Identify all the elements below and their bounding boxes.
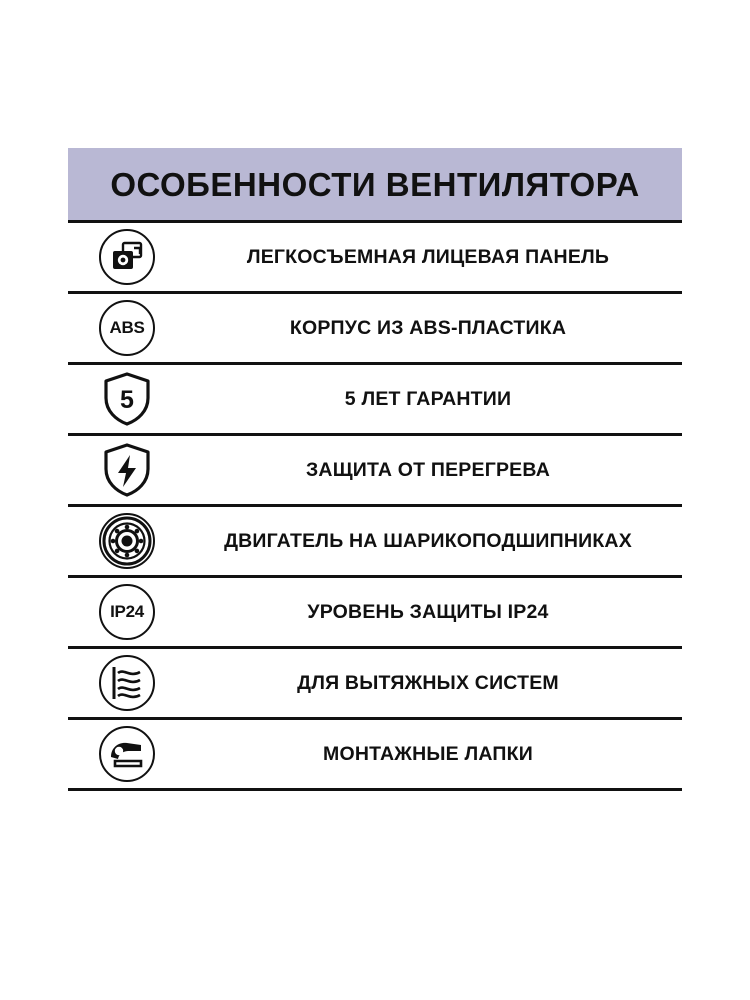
feature-icon-cell bbox=[68, 442, 186, 498]
list-item-label: 5 ЛЕТ ГАРАНТИИ bbox=[344, 387, 512, 410]
list-item bbox=[68, 436, 682, 507]
list-item-label: МОНТАЖНЫЕ ЛАПКИ bbox=[323, 742, 533, 765]
abs-plastic-icon bbox=[99, 300, 155, 356]
ip24-protection-icon-label: IP24 bbox=[110, 602, 144, 621]
panel-header bbox=[68, 148, 682, 220]
feature-label-cell bbox=[186, 247, 682, 267]
abs-plastic-icon-label: ABS bbox=[109, 318, 145, 337]
feature-label-cell bbox=[186, 602, 682, 622]
list-item-label: УРОВЕНЬ ЗАЩИТЫ IP24 bbox=[307, 600, 549, 623]
list-item bbox=[68, 507, 682, 578]
mounting-brackets-icon bbox=[99, 726, 155, 782]
feature-icon-cell bbox=[68, 371, 186, 427]
list-item bbox=[68, 649, 682, 720]
feature-icon-cell bbox=[68, 655, 186, 711]
list-item bbox=[68, 578, 682, 649]
list-item-label: ЛЕГКОСЪЕМНАЯ ЛИЦЕВАЯ ПАНЕЛЬ bbox=[246, 245, 610, 268]
svg-text:5: 5 bbox=[120, 386, 134, 414]
list-item-label: ЗАЩИТА ОТ ПЕРЕГРЕВА bbox=[306, 458, 550, 481]
features-panel bbox=[68, 148, 682, 791]
list-item bbox=[68, 720, 682, 791]
list-item bbox=[68, 365, 682, 436]
feature-label-cell bbox=[186, 389, 682, 409]
overheat-protection-shield-icon bbox=[99, 442, 155, 498]
exhaust-airflow-icon bbox=[99, 655, 155, 711]
feature-list bbox=[68, 220, 682, 791]
ip24-protection-icon bbox=[99, 584, 155, 640]
feature-label-cell bbox=[186, 318, 682, 338]
feature-icon-cell bbox=[68, 726, 186, 782]
list-item-label: ДЛЯ ВЫТЯЖНЫХ СИСТЕМ bbox=[297, 671, 559, 694]
list-item bbox=[68, 223, 682, 294]
ball-bearing-icon bbox=[99, 513, 155, 569]
feature-icon-cell bbox=[68, 229, 186, 285]
feature-label-cell bbox=[186, 531, 682, 551]
removable-front-panel-icon bbox=[99, 229, 155, 285]
feature-icon-cell bbox=[68, 513, 186, 569]
feature-icon-cell bbox=[68, 584, 186, 640]
list-item-label: ДВИГАТЕЛЬ НА ШАРИКОПОДШИПНИКАХ bbox=[224, 529, 632, 552]
list-item-label: КОРПУС ИЗ ABS-ПЛАСТИКА bbox=[289, 316, 567, 339]
page-title: ОСОБЕННОСТИ ВЕНТИЛЯТОРА bbox=[110, 165, 640, 203]
feature-label-cell bbox=[186, 673, 682, 693]
warranty-shield-5-icon bbox=[99, 371, 155, 427]
feature-label-cell bbox=[186, 460, 682, 480]
list-item bbox=[68, 294, 682, 365]
feature-icon-cell bbox=[68, 300, 186, 356]
feature-label-cell bbox=[186, 744, 682, 764]
